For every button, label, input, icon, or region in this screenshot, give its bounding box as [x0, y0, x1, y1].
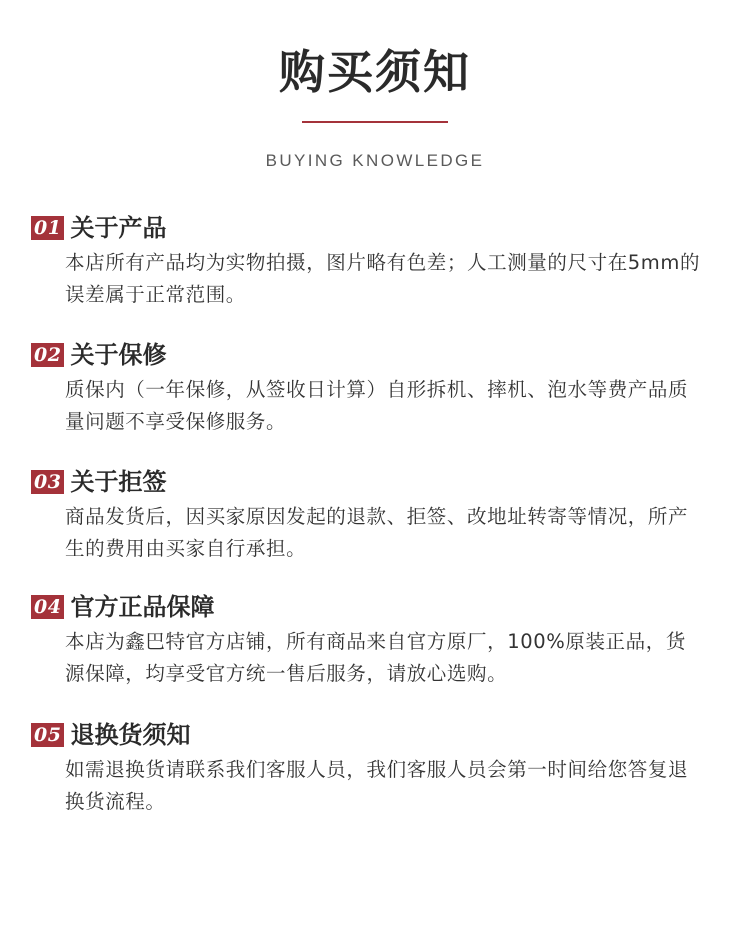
section-header — [31, 465, 721, 499]
section-number-badge: 05 — [31, 723, 64, 747]
section-title: 退换货须知 — [70, 721, 191, 749]
section-title: 关于保修 — [70, 341, 167, 369]
section-body: 如需退换货请联系我们客服人员，我们客服人员会第一时间给您答复退换货流程。 — [65, 758, 689, 813]
section-about-products — [31, 211, 721, 311]
section-about-refusal — [31, 465, 721, 565]
section-number-badge: 01 — [31, 216, 64, 240]
page-title: 购买须知 — [279, 45, 471, 99]
title-divider — [302, 121, 448, 123]
section-about-warranty — [31, 338, 721, 438]
section-body: 商品发货后，因买家原因发起的退款、拒签、改地址转寄等情况，所产生的费用由买家自行承担。 — [65, 505, 689, 560]
section-header — [31, 211, 721, 245]
section-body: 本店为鑫巴特官方店铺，所有商品来自官方原厂，100%原装正品，货源保障，均享受官方统一售后服务，请放心选购。 — [65, 630, 686, 685]
section-return-exchange — [31, 718, 721, 818]
section-title: 关于产品 — [70, 214, 167, 242]
section-title: 官方正品保障 — [70, 593, 215, 621]
page-subtitle: BUYING KNOWLEDGE — [265, 151, 485, 170]
section-header — [31, 718, 721, 752]
section-authentic-guarantee — [31, 590, 721, 690]
section-title: 关于拒签 — [70, 468, 167, 496]
section-number-badge: 03 — [31, 470, 64, 494]
section-number-badge: 02 — [31, 343, 64, 367]
section-body: 本店所有产品均为实物拍摄，图片略有色差；人工测量的尺寸在5mm的误差属于正常范围。 — [65, 251, 701, 306]
section-body: 质保内（一年保修，从签收日计算）自形拆机、摔机、泡水等费产品质量问题不享受保修服务。 — [65, 378, 689, 433]
section-number-badge: 04 — [31, 595, 64, 619]
section-header — [31, 338, 721, 372]
section-header — [31, 590, 721, 624]
